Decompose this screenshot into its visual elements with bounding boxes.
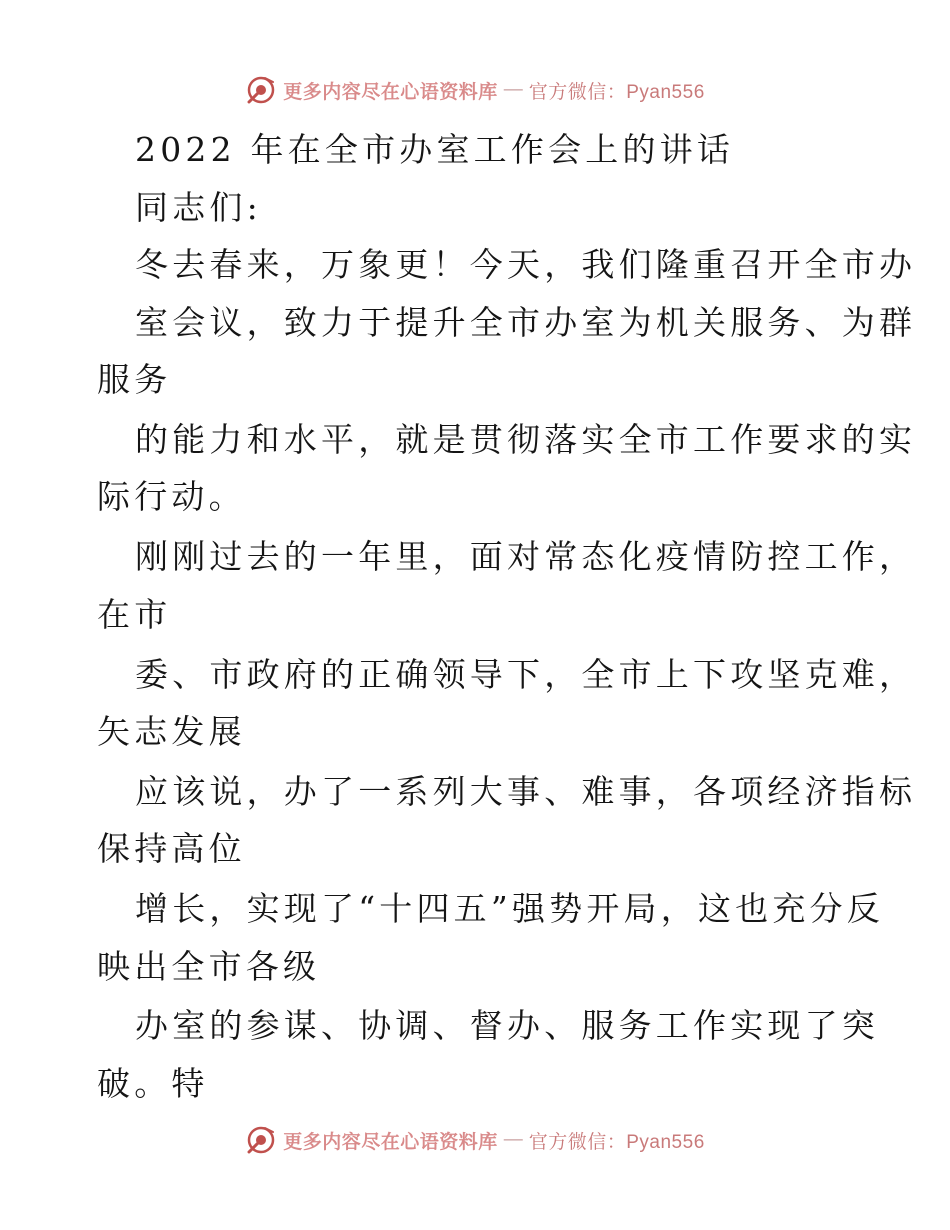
pen-logo-icon (245, 1124, 277, 1156)
header-banner-title: 更多内容尽在心语资料库 (283, 80, 498, 103)
footer-banner-wechat: 官方微信：Pyan556 (528, 1131, 705, 1153)
paragraph-line: 的能力和水平，就是贯彻落实全市工作要求的实 (135, 420, 917, 459)
footer-banner-content (245, 1124, 705, 1156)
pen-logo-icon (245, 74, 277, 106)
paragraph-line: 增长，实现了“十四五”强势开局，这也充分反 (135, 889, 884, 928)
paragraph-line: 映出全市各级 (97, 947, 321, 986)
paragraph-line: 应该说，办了一系列大事、难事，各项经济指标 (135, 772, 917, 811)
header-banner-wechat: 官方微信：Pyan556 (528, 81, 705, 103)
salutation: 同志们: (135, 188, 262, 227)
paragraph-line: 服务 (97, 360, 172, 399)
footer-banner-title: 更多内容尽在心语资料库 (283, 1130, 498, 1153)
paragraph-line: 室会议，致力于提升全市办室为机关服务、为群 (135, 303, 917, 342)
paragraph-line: 际行动。 (97, 477, 246, 516)
paragraph-line: 破。特 (97, 1064, 209, 1103)
paragraph-line: 在市 (97, 595, 172, 634)
header-banner-content (245, 74, 705, 106)
paragraph-line: 保持高位 (97, 829, 246, 868)
paragraph-line: 委、市政府的正确领导下，全市上下攻坚克难， (135, 655, 917, 694)
document-title: 2022 年在全市办室工作会上的讲话 (135, 130, 735, 169)
header-banner-dash: — (503, 79, 523, 100)
paragraph-line: 办室的参谋、协调、督办、服务工作实现了突 (135, 1006, 879, 1045)
paragraph-line: 刚刚过去的一年里，面对常态化疫情防控工作， (135, 537, 917, 576)
header-banner (0, 70, 950, 110)
paragraph-line: 冬去春来，万象更！今天，我们隆重召开全市办 (135, 245, 917, 284)
paragraph-line: 矢志发展 (97, 712, 246, 751)
footer-banner-dash: — (503, 1129, 523, 1150)
footer-banner (0, 1120, 950, 1160)
